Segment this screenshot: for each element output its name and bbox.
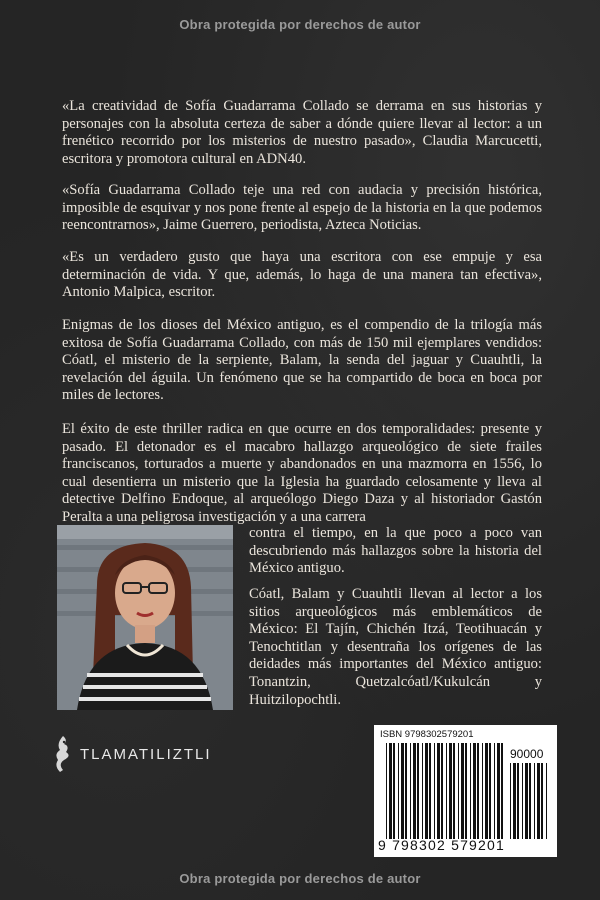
barcode-bar xyxy=(477,743,479,839)
publisher-name: TLAMATILIZTLI xyxy=(80,745,212,763)
quote-text: «Es un verdadero gusto que haya una escritora con ese empuje y esa determinación de vida. Y que, además, lo haga de una manera tan efectiva», Antonio Malpica, escritor. xyxy=(62,249,542,301)
paragraph-thriller xyxy=(62,421,542,527)
price-code: 90000 xyxy=(510,747,544,761)
barcode-bar xyxy=(410,743,411,839)
copyright-banner-bottom: Obra protegida por derechos de autor xyxy=(179,871,421,886)
barcode-bar xyxy=(417,743,419,839)
barcode-bar xyxy=(489,743,491,839)
quote-text: «La creatividad de Sofía Guadarrama Collado se derrama en sus historias y personajes con la absoluta certeza de saber a dónde quiere llevar al lector: a un frenético recorrido por los misterios de nuestro pasado», Claudia Marcucetti, escritora y promotora cultural en ADN40. xyxy=(62,98,542,167)
barcode-bar xyxy=(494,743,495,839)
barcode-bar xyxy=(541,763,543,839)
barcode-bar xyxy=(405,743,407,839)
barcode-bar xyxy=(441,743,443,839)
paragraph-thriller-continued xyxy=(249,525,542,578)
paragraph-text: Enigmas de los dioses del México antiguo, es el compendio de la trilogía más exitosa de Sofía Guadarrama Collado, con más de 150 mil ejemplares vendidos: Cóatl, el misterio de la serpiente, Balam, la senda del jaguar y Cuauhtli, la revelación del águila. Un fenómeno que se ha compartido de boca en boca por miles de lectores. xyxy=(62,317,542,404)
paragraph-text: contra el tiempo, en la que poco a poco van descubriendo más hallazgos sobre la historia del México antiguo. xyxy=(249,525,542,577)
barcode-bar xyxy=(525,763,528,839)
barcode-bar xyxy=(465,743,467,839)
barcode-digits: 9 798302 579201 xyxy=(378,837,505,853)
barcode-bar xyxy=(398,743,399,839)
barcode-bar xyxy=(546,763,547,839)
barcode-bar xyxy=(513,763,516,839)
barcode-bar xyxy=(425,743,428,839)
barcode-bar xyxy=(446,743,447,839)
barcode-bar xyxy=(389,743,392,839)
paragraph-text: Cóatl, Balam y Cuauhtli llevan al lector a los sitios arqueológicos más emblemáticos de México: El Tajín, Chichén Itzá, Teotihuacán y Tenochtitlan y desentraña los orígenes de las deidades más importantes del México antiguo: Tonantzin, Quetzalcóatl/Kukulcán y Huitzilopochtli. xyxy=(249,586,542,708)
isbn-barcode xyxy=(386,743,504,841)
paragraph-synopsis xyxy=(62,317,542,405)
barcode-bar xyxy=(453,743,455,839)
author-photo xyxy=(57,525,233,710)
paragraph-archaeology xyxy=(249,586,542,709)
barcode-bar xyxy=(386,743,387,839)
quote-text: «Sofía Guadarrama Collado teje una red con audacia y precisión histórica, imposible de esquivar y nos pone frente al espejo de la historia en la que podemos reencontrarnos», Jaime Guerrero, periodista, Azteca Noticias. xyxy=(62,182,542,234)
barcode-bar xyxy=(458,743,459,839)
barcode-bar xyxy=(449,743,452,839)
quetzal-icon xyxy=(52,734,74,774)
quote-1 xyxy=(62,98,542,168)
barcode-bar xyxy=(534,763,535,839)
barcode-bar xyxy=(461,743,464,839)
barcode-bar xyxy=(429,743,431,839)
barcode-bar xyxy=(434,743,435,839)
quote-2 xyxy=(62,182,542,235)
barcode-bar xyxy=(497,743,500,839)
quote-3 xyxy=(62,249,542,302)
barcode-bar xyxy=(517,763,519,839)
barcode-bar xyxy=(522,763,523,839)
barcode-bar xyxy=(393,743,395,839)
barcode-bar xyxy=(470,743,471,839)
price-barcode xyxy=(510,763,550,841)
barcode-bar xyxy=(510,763,511,839)
copyright-banner-top: Obra protegida por derechos de autor xyxy=(179,17,421,32)
paragraph-text: El éxito de este thriller radica en que ocurre en dos temporalidades: presente y pasado. El detonador es el macabro hallazgo arqueológico de siete frailes franciscanos, torturados a muerte y abandonados en una mazmorra en 1556, lo cual desentierra un misterio que la Iglesia ha guardado celosamente y lleva al detective Delfino Endoque, al arqueólogo Diego Daza y al historiador Gastón Peralta a una peligrosa investigación y a una carrera xyxy=(62,421,542,525)
barcode-bar xyxy=(413,743,416,839)
barcode-bar xyxy=(473,743,476,839)
barcode-bar xyxy=(401,743,404,839)
barcode-bar xyxy=(437,743,440,839)
barcode-bar xyxy=(485,743,488,839)
barcode-bar xyxy=(537,763,540,839)
publisher-logo xyxy=(52,734,212,774)
barcode-bar xyxy=(422,743,423,839)
barcode-panel xyxy=(374,725,557,857)
barcode-bar xyxy=(529,763,531,839)
isbn-label: ISBN 9798302579201 xyxy=(380,729,474,740)
barcode-bar xyxy=(501,743,503,839)
barcode-bar xyxy=(482,743,483,839)
